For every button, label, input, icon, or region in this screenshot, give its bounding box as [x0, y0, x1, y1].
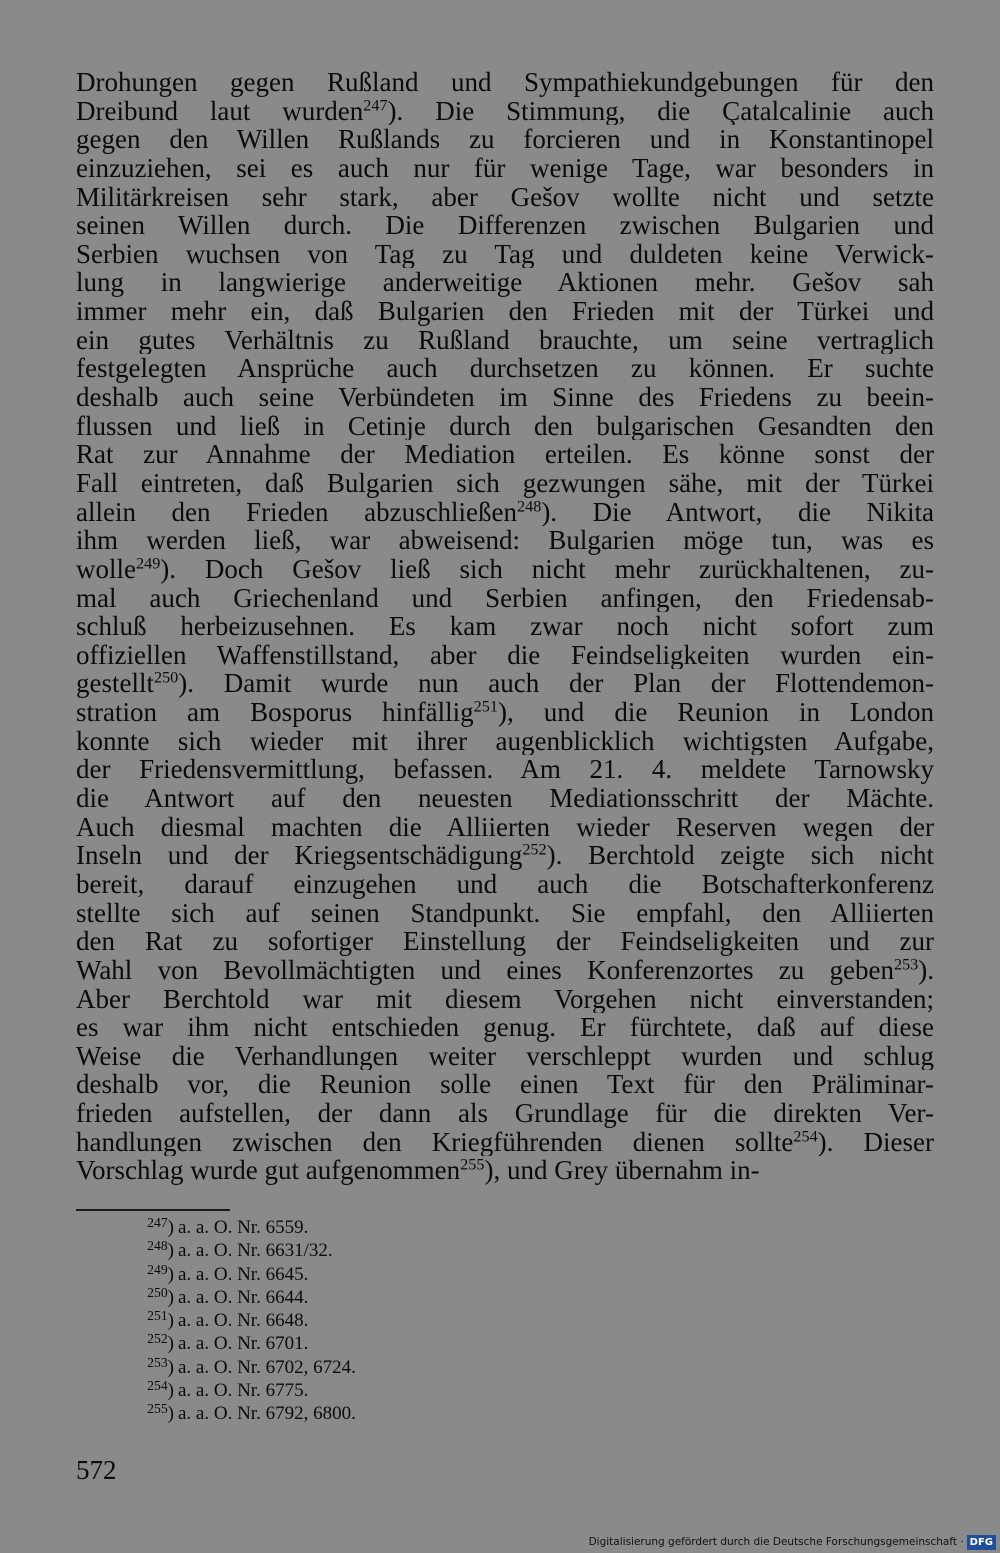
text-line: Inseln und der Kriegsentschädigung$^{252}$). Berchtold zeigte sich nicht: [76, 841, 934, 870]
text-line: deshalb auch seine Verbündeten im Sinne des Friedens zu beein-: [76, 383, 934, 412]
footnote-divider: [76, 1209, 230, 1211]
footnote-number: 249: [147, 1261, 168, 1277]
text-line: ein gutes Verhältnis zu Rußland brauchte, um seine vertraglich: [76, 325, 934, 355]
text-line: konnte sich wieder mit ihrer augenblicklich wichtigsten Aufgabe,: [76, 726, 934, 756]
footnote-text: a. a. O. Nr. 6792, 6800.: [178, 1403, 356, 1425]
text-line: Dreibund laut wurden$^{247}$). Die Stimmung, die Çatalcalinie auch: [76, 96, 934, 126]
footnote-item: $^{249}$) a. a. O. Nr. 6645.: [147, 1261, 309, 1285]
text-line: gestellt$^{250}$). Damit wurde nun auch der Plan der Flottendemon-: [76, 669, 934, 699]
text-line: flussen und ließ in Cetinje durch den bulgarischen Gesandten den: [76, 411, 934, 441]
footnote-item: $^{247}$) a. a. O. Nr. 6559.: [147, 1214, 309, 1238]
footnote-number: 250: [147, 1284, 168, 1300]
footnote-text: a. a. O. Nr. 6645.: [178, 1263, 309, 1285]
text-line: Militärkreisen sehr stark, aber Gešov wollte nicht und setzte: [76, 182, 934, 212]
text-line: ihm werden ließ, war abweisend: Bulgarien möge tun, was es: [76, 526, 934, 555]
page-number: 572: [76, 1455, 117, 1485]
footnote-ref[interactable]: 248: [517, 497, 542, 515]
text-line: lung in langwierige anderweitige Aktionen mehr. Gešov sah: [76, 268, 934, 298]
footnote-number: 252: [147, 1331, 168, 1347]
text-line: einzuziehen, sei es auch nur für wenige Tage, war besonders in: [76, 153, 934, 183]
footnote-item: $^{255}$) a. a. O. Nr. 6792, 6800.: [147, 1401, 356, 1425]
footnote-ref[interactable]: 249: [136, 554, 161, 573]
text-line: Wahl von Bevollmächtigten und eines Konferenzortes zu geben$^{253}$).: [76, 955, 934, 985]
footnote-item: $^{254}$) a. a. O. Nr. 6775.: [147, 1377, 309, 1402]
footnote-ref[interactable]: 253: [893, 955, 919, 974]
footnote-text: a. a. O. Nr. 6701.: [178, 1333, 309, 1355]
credit-text: Digitalisierung gefördert durch die Deutsche Forschungsgemeinschaft ·: [588, 1536, 964, 1548]
text-line: Aber Berchtold war mit diesem Vorgehen nicht einverstanden;: [76, 984, 934, 1014]
footnote-number: 248: [147, 1238, 168, 1254]
text-line: offiziellen Waffenstillstand, aber die Feindseligkeiten wurden ein-: [76, 640, 934, 670]
text-line: mal auch Griechenland und Serbien anfingen, den Friedensab-: [76, 583, 934, 613]
text-line: die Antwort auf den neuesten Mediationsschritt der Mächte.: [76, 784, 934, 813]
text-line: frieden aufstellen, der dann als Grundlage für die direkten Ver-: [76, 1099, 934, 1128]
text-line: Rat zur Annahme der Mediation erteilen. Es könne sonst der: [76, 440, 934, 469]
digitization-credit: [589, 1533, 996, 1551]
footnote-ref[interactable]: 250: [153, 669, 179, 687]
footnote-item: $^{253}$) a. a. O. Nr. 6702, 6724.: [147, 1354, 356, 1378]
footnote-text: a. a. O. Nr. 6775.: [178, 1380, 309, 1402]
footnote-number: 251: [147, 1308, 168, 1324]
body-text: [76, 68, 934, 1185]
footnote-number: 247: [147, 1214, 168, 1230]
text-line: wolle$^{249}$). Doch Gešov ließ sich nicht mehr zurückhaltenen, zu-: [76, 554, 934, 584]
text-line: Weise die Verhandlungen weiter verschleppt wurden und schlug: [76, 1041, 934, 1071]
footnote-number: 255: [147, 1401, 168, 1417]
text-line: gegen den Willen Rußlands zu forcieren und in Konstantinopel: [76, 125, 934, 154]
footnote-text: a. a. O. Nr. 6702, 6724.: [178, 1356, 356, 1378]
footnote-ref[interactable]: 254: [793, 1127, 818, 1145]
text-line: Auch diesmal machten die Alliierten wieder Reserven wegen der: [76, 812, 934, 842]
footnote-text: a. a. O. Nr. 6644.: [178, 1286, 309, 1308]
text-line: Vorschlag wurde gut aufgenommen$^{255}$), und Grey übernahm in-: [76, 1156, 760, 1185]
text-line: Serbien wuchsen von Tag zu Tag und duldeten keine Verwick-: [76, 239, 934, 269]
text-line: allein den Frieden abzuschließen$^{248}$). Die Antwort, die Nikita: [76, 497, 934, 527]
text-line: bereit, darauf einzugehen und auch die Botschafterkonferenz: [76, 869, 934, 899]
text-line: Drohungen gegen Rußland und Sympathiekundgebungen für den: [76, 68, 934, 97]
text-line: stration am Bosporus hinfällig$^{251}$), und die Reunion in London: [76, 698, 934, 727]
footnotes: [130, 1216, 530, 1426]
text-line: immer mehr ein, daß Bulgarien den Frieden mit der Türkei und: [76, 297, 934, 326]
text-line: Fall eintreten, daß Bulgarien sich gezwungen sähe, mit der Türkei: [76, 468, 934, 498]
footnote-text: a. a. O. Nr. 6631/32.: [178, 1240, 333, 1262]
text-line: schluß herbeizusehnen. Es kam zwar noch nicht sofort zum: [76, 612, 934, 641]
dfg-logo: DFG: [967, 1535, 996, 1550]
text-line: es war ihm nicht entschieden genug. Er fürchtete, daß auf diese: [76, 1013, 934, 1042]
text-line: festgelegten Ansprüche auch durchsetzen zu können. Er suchte: [76, 354, 934, 384]
footnote-ref[interactable]: 252: [522, 841, 547, 859]
footnote-item: $^{248}$) a. a. O. Nr. 6631/32.: [147, 1238, 333, 1262]
footnote-number: 254: [147, 1377, 168, 1393]
footnote-number: 253: [147, 1354, 168, 1370]
text-line: der Friedensvermittlung, befassen. Am 21. 4. meldete Tarnowsky: [76, 755, 934, 785]
footnote-item: $^{250}$) a. a. O. Nr. 6644.: [147, 1284, 309, 1308]
text-line: seinen Willen durch. Die Differenzen zwischen Bulgarien und: [76, 211, 934, 240]
text-line: handlungen zwischen den Kriegführenden dienen sollte$^{254}$). Dieser: [76, 1127, 934, 1157]
text-line: den Rat zu sofortiger Einstellung der Feindseligkeiten und zur: [76, 927, 934, 956]
footnote-ref[interactable]: 247: [363, 96, 388, 114]
footnote-text: a. a. O. Nr. 6648.: [178, 1310, 309, 1332]
footnote-ref[interactable]: 251: [473, 698, 498, 716]
text-line: stellte sich auf seinen Standpunkt. Sie empfahl, den Alliierten: [76, 898, 934, 928]
footnote-item: $^{251}$) a. a. O. Nr. 6648.: [147, 1308, 309, 1332]
text-line: deshalb vor, die Reunion solle einen Text für den Präliminar-: [76, 1070, 934, 1100]
footnote-item: $^{252}$) a. a. O. Nr. 6701.: [147, 1331, 309, 1355]
footnote-ref[interactable]: 255: [460, 1156, 485, 1174]
footnote-text: a. a. O. Nr. 6559.: [178, 1217, 309, 1238]
